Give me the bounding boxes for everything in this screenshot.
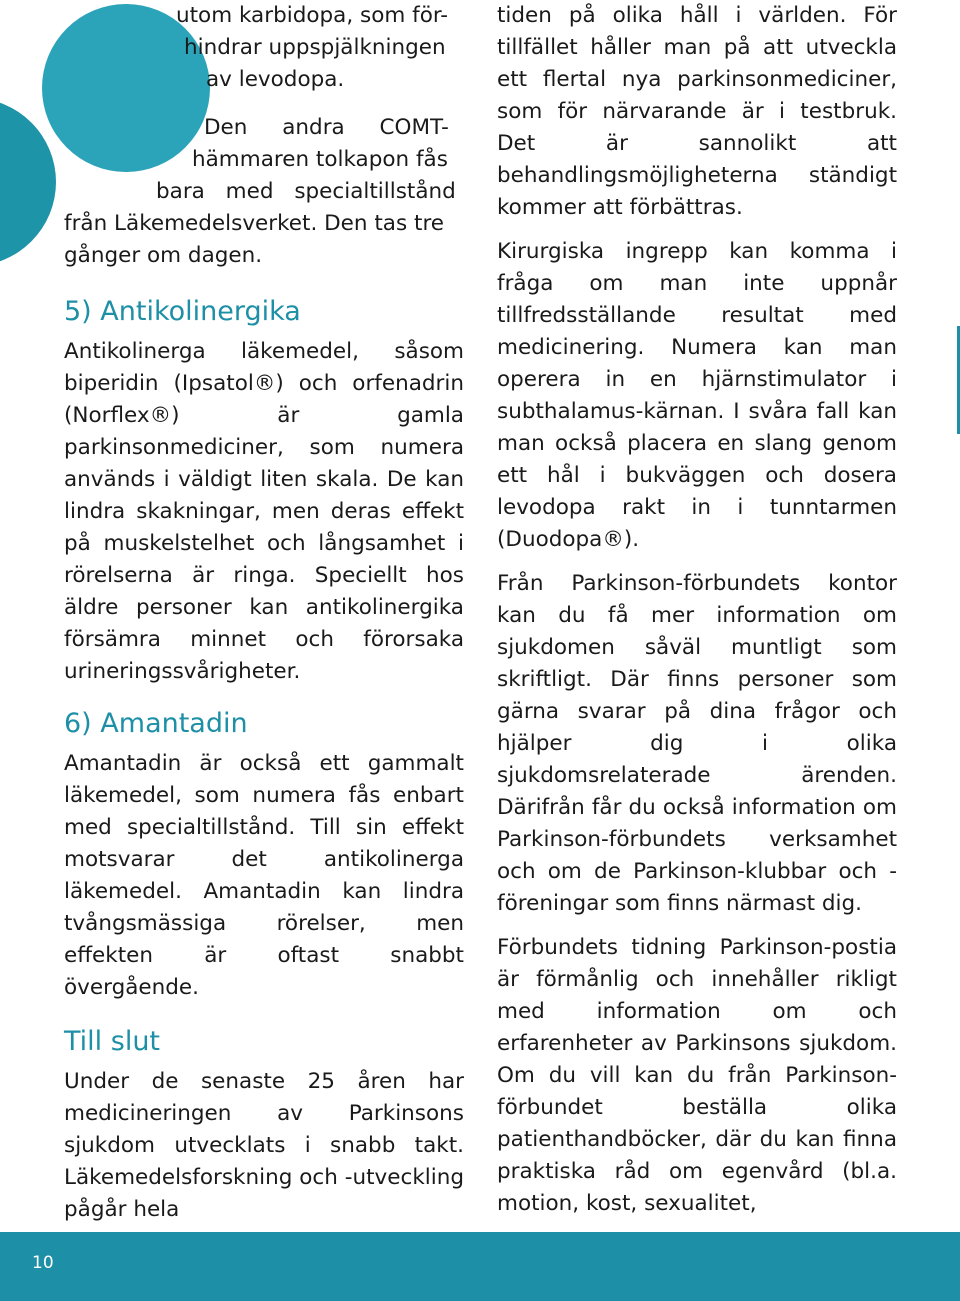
paragraph-development: tiden på olika håll i världen. För tillfället håller man på att utveckla ett flertal nya parkinsonmediciner, som för närvarande är i testbruk. Det är sannolikt att behandlingsmöjligheterna ständigt kommer att förbättras. — [497, 3, 897, 220]
comt-line-5: gånger om dagen. — [64, 243, 263, 268]
paragraph-office: Från Parkinson-förbundets kontor kan du få mer information om sjukdomen såväl muntligt som skriftligt. Där finns personer som gärna svarar på dina frågor och hjälper dig i olika sjukdomsrelaterade ärenden. Därifrån får du också information om Parkinson-förbundets verksamhet och om de Parkinson-klubbar och -föreningar som finns närmast dig. — [497, 571, 897, 916]
paragraph-till-slut: Under de senaste 25 åren har medicineringen av Parkinsons sjukdom utvecklats i snabb takt. Läkemedelsforskning och -utveckling pågår hela — [64, 1069, 464, 1222]
decorative-circle-small — [0, 98, 56, 266]
page-number: 10 — [32, 1253, 54, 1273]
comt-line-3: bara med specialtillstånd — [156, 179, 456, 204]
comt-paragraph — [64, 112, 464, 272]
comt-line-2: hämmaren tolkapon fås — [192, 147, 448, 172]
paragraph-amantadin: Amantadin är också ett gammalt läkemedel, som numera fås enbart med specialtillstånd. Till sin effekt motsvarar det antikolinerga läkemedel. Amantadin kan lindra tvångsmässiga rörelser, men effekten är oftast snabbt övergående. — [64, 751, 464, 1000]
right-column — [497, 0, 897, 1220]
intro-line-2: hindrar uppspjälkningen — [184, 35, 446, 60]
heading-amantadin: 6) Amantadin — [64, 708, 248, 739]
intro-line-1: utom karbidopa, som för- — [176, 3, 449, 28]
comt-line-4: från Läkemedelsverket. Den tas tre — [64, 211, 445, 236]
heading-till-slut: Till slut — [64, 1026, 161, 1057]
paragraph-antikolinergika: Antikolinerga läkemedel, såsom biperidin (Ipsatol®) och orfenadrin (Norflex®) är gamla parkinsonmediciner, som numera används i väldigt liten skala. De kan lindra skakningar, men deras effekt på muskelstelhet och långsamhet i rörelserna är ringa. Speciellt hos äldre personer kan antikolinergika försämra minnet och förorsaka urineringssvårigheter. — [64, 339, 464, 684]
intro-line-3: av levodopa. — [206, 67, 345, 92]
comt-line-1: Den andra COMT- — [204, 115, 449, 140]
paragraph-surgery: Kirurgiska ingrepp kan komma i fråga om man inte uppnår tillfredsställande resultat med medicinering. Numera kan man operera in en hjärnstimulator i subthalamus-kärnan. I svåra fall kan man också placera en slang genom ett hål i bukväggen och dosera levodopa rakt in i tunntarmen (Duodopa®). — [497, 239, 897, 552]
footer-bar — [0, 1232, 960, 1301]
left-column — [64, 0, 464, 1226]
heading-antikolinergika: 5) Antikolinergika — [64, 296, 301, 327]
paragraph-newsletter: Förbundets tidning Parkinson-postia är förmånlig och innehåller rikligt med information om och erfarenheter av Parkinsons sjukdom. Om du vill kan du från Parkinson-förbundet beställa olika patienthandböcker, där du kan finna praktiska råd om egenvård (bl.a. motion, kost, sexualitet, — [497, 935, 897, 1216]
